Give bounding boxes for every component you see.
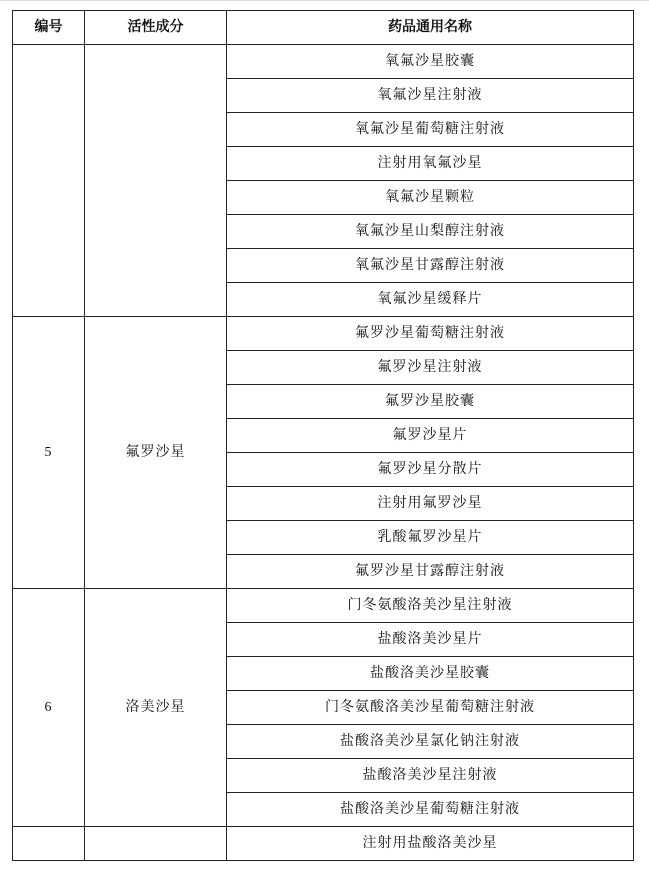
ingredient-cell: 氟罗沙星	[85, 317, 227, 589]
drug-name-cell: 氟罗沙星胶囊	[227, 385, 634, 419]
drug-name-cell: 氧氟沙星缓释片	[227, 283, 634, 317]
drug-name-cell: 氧氟沙星山梨醇注射液	[227, 215, 634, 249]
group-id-cell: 6	[13, 589, 85, 827]
drug-name-cell: 盐酸洛美沙星氯化钠注射液	[227, 725, 634, 759]
drug-name-cell: 门冬氨酸洛美沙星葡萄糖注射液	[227, 691, 634, 725]
drug-name-cell: 氧氟沙星葡萄糖注射液	[227, 113, 634, 147]
header-id: 编号	[13, 11, 85, 45]
drug-name-cell: 注射用氟罗沙星	[227, 487, 634, 521]
header-ingredient: 活性成分	[85, 11, 227, 45]
group-id-cell	[13, 45, 85, 317]
drug-name-cell: 氧氟沙星甘露醇注射液	[227, 249, 634, 283]
table-row	[13, 317, 634, 351]
group-id-cell	[13, 827, 85, 861]
drug-name-cell: 氧氟沙星注射液	[227, 79, 634, 113]
drug-name-cell: 盐酸洛美沙星片	[227, 623, 634, 657]
drug-name-cell: 氟罗沙星注射液	[227, 351, 634, 385]
drug-name-cell: 盐酸洛美沙星葡萄糖注射液	[227, 793, 634, 827]
drug-name-cell: 氧氟沙星颗粒	[227, 181, 634, 215]
drug-name-cell: 氟罗沙星分散片	[227, 453, 634, 487]
table-body	[13, 45, 634, 861]
drug-name-cell: 盐酸洛美沙星胶囊	[227, 657, 634, 691]
drug-name-cell: 氟罗沙星甘露醇注射液	[227, 555, 634, 589]
drug-name-cell: 氟罗沙星片	[227, 419, 634, 453]
ingredient-cell	[85, 45, 227, 317]
table-header-row	[13, 11, 634, 45]
drug-name-cell: 门冬氨酸洛美沙星注射液	[227, 589, 634, 623]
ingredient-cell: 洛美沙星	[85, 589, 227, 827]
drug-table	[12, 10, 634, 861]
table-row	[13, 827, 634, 861]
group-id-cell: 5	[13, 317, 85, 589]
ingredient-cell	[85, 827, 227, 861]
page-top-edge	[0, 0, 649, 1]
drug-name-cell: 氧氟沙星胶囊	[227, 45, 634, 79]
table-row	[13, 45, 634, 79]
drug-name-cell: 盐酸洛美沙星注射液	[227, 759, 634, 793]
header-drug-name: 药品通用名称	[227, 11, 634, 45]
drug-name-cell: 注射用氧氟沙星	[227, 147, 634, 181]
drug-name-cell: 注射用盐酸洛美沙星	[227, 827, 634, 861]
table-row	[13, 589, 634, 623]
drug-name-cell: 氟罗沙星葡萄糖注射液	[227, 317, 634, 351]
drug-name-cell: 乳酸氟罗沙星片	[227, 521, 634, 555]
